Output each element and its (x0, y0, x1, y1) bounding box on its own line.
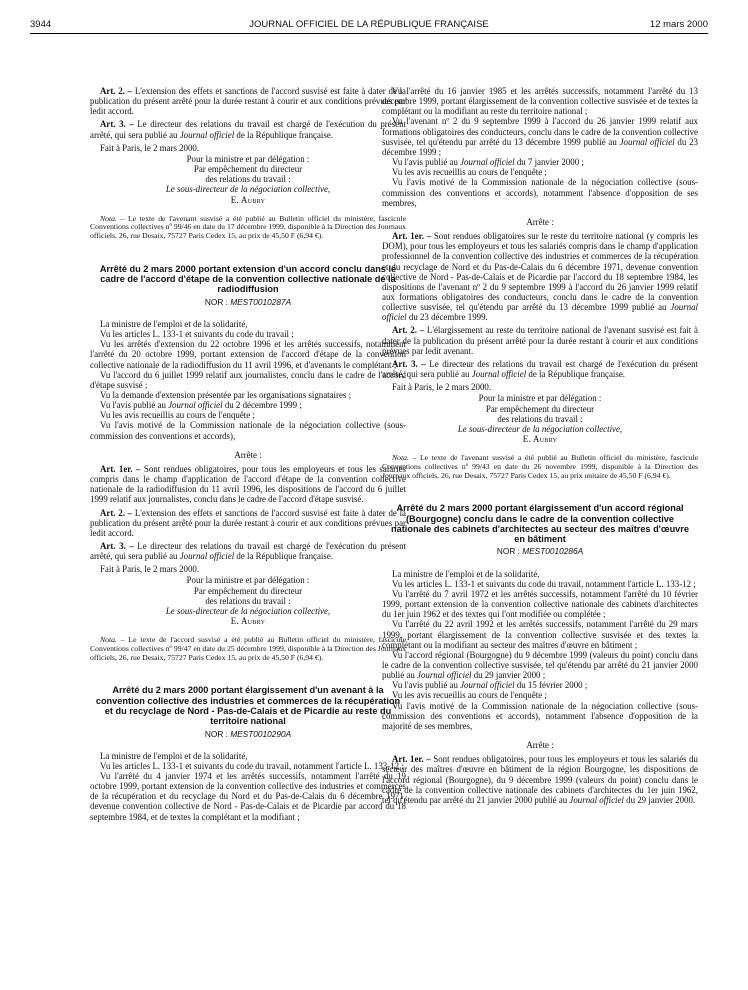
arrete-heading: Arrête : (234, 449, 262, 460)
nor-reference: NOR : MEST0010287A (204, 296, 292, 307)
nota-note: Nota. – Le texte de l'avenant susvisé a été publié au Bulletin officiel du ministère, fascicule Conventions collectives nº 99/43 en date du 26 novembre 1999, disponible à la Direction des Journaux officiels, 26, rue Desaix, 75727 Paris Cedex 15, au prix unitaire de 45,50 F (6,94 €). (382, 453, 698, 480)
page-number: 3944 (30, 19, 52, 30)
paragraph: Vu l'avis motivé de la Commission nationale de la négociation collective (sous-commission des conventions et accords), notamment l'absence d'opposition de ses membres, (382, 177, 698, 208)
right-column (382, 86, 698, 805)
nota-note: Nota. – Le texte de l'avenant susvisé a été publié au Bulletin officiel du ministère, fascicule Conventions collectives nº 99/46 en date du 17 décembre 1999, disponible à la Direction des Journaux officiels, 26, rue Desaix, 75727 Paris Cedex 15, au prix de 45,50 F (6,94 €). (90, 213, 406, 241)
paragraph: Vu l'accord régional (Bourgogne) du 9 décembre 1999 (valeurs du point) conclu dans le cadre de la convention collective susvisée, tel qu'étendu par arrêté du 21 janvier 2000 publié au Journal officiel du 29 janvier 2000 ; (382, 649, 698, 681)
article-2: Art. 2. – L'extension des effets et sanctions de l'accord susvisé est faite à dater de la publication du présent arrêté pour la durée restant à courir et aux conditions prévues par ledit accord. (90, 86, 406, 117)
decree-title: Arrêté du 2 mars 2000 portant extension d'un accord conclu dans le cadre de l'accord d'étape de la convention collective nationale de la radiodiffusion (99, 263, 397, 295)
fait-a-paris: Fait à Paris, le 2 mars 2000. (392, 382, 492, 393)
paragraph: Vu l'arrêté du 22 avril 1992 et les arrêtés successifs, notamment l'arrêté du 29 mars 1999, portant élargissement de la convention collective susvisée et des textes la complétant ou la modifiant au secteur des maîtres d'œuvre en bâtiment ; (382, 619, 698, 650)
decree-title: Arrêté du 2 mars 2000 portant élargissement d'un accord régional (Bourgogne) conclu dans le cadre de la convention collective nationale des cabinets d'architectes au secteur des maîtres d'œuvre en bâtiment (391, 503, 689, 545)
paragraph: Vu les avis recueillis au cours de l'enquête ; (392, 690, 547, 701)
paragraph: Vu l'accord du 6 juillet 1999 relatif aux journalistes, conclu dans le cadre de l'accord d'étape susvisé ; (90, 369, 406, 390)
paragraph: La ministre de l'emploi et de la solidarité, (100, 750, 248, 761)
article-3: Art. 3. – Le directeur des relations du travail est chargé de l'exécution du présent arrêté, qui sera publié au Journal officiel de la République française. (90, 541, 406, 562)
paragraph: Vu l'avis motivé de la Commission nationale de la négociation collective (sous-commission des conventions et accords), (90, 420, 406, 441)
article-3: Art. 3. – Le directeur des relations du travail est chargé de l'exécution du présent arrêté, qui sera publié au Journal officiel de la République française. (382, 358, 698, 380)
article-3: Art. 3. – Le directeur des relations du travail est chargé de l'exécution du présent arrêté, qui sera publié au Journal officiel de la République française. (90, 119, 406, 140)
decree-title: Arrêté du 2 mars 2000 portant élargissement d'un avenant à la convention collective des industries et commerces de la récupération et du recyclage de Nord - Pas-de-Calais et de Picardie au reste du territoire national (95, 685, 401, 727)
article-2: Art. 2. – L'élargissement au reste du territoire national de l'avenant susvisé est fait à dater de la publication du présent arrêté pour la durée restant à courir et aux conditions prévues par ledit avenant. (382, 325, 698, 356)
paragraph: Vu l'avis motivé de la Commission nationale de la négociation collective (sous-commission des conventions et accords), notamment l'absence d'opposition de la majorité de ses membres, (382, 700, 698, 731)
paragraph: Vu l'avis publié au Journal officiel du 7 janvier 2000 ; (392, 157, 584, 168)
signature-block: Pour la ministre et par délégation : Par empêchement du directeur des relations du travail : Le sous-directeur de la négociation collective, E. Aubry (457, 393, 623, 444)
article-1: Art. 1er. – Sont rendues obligatoires, pour tous les employeurs et tous les salariés du secteur des maîtres d'œuvre en bâtiment de la région Bourgogne, les dispositions de l'accord régional (Bourgogne), du 9 décembre 1999 (valeurs du point) conclu dans le cadre de la convention collective nationale des cabinets d'architectes du 1er juin 1962, tel qu'étendu par arrêté du 21 janvier 2000 publié au Journal officiel du 29 janvier 2000. (382, 754, 698, 805)
article-1: Art. 1er. – Sont rendues obligatoires sur le reste du territoire national (y compris les DOM), pour tous les employeurs et tous les salariés compris dans le champ d'application professionnel de la convention collective des industries et commerces de la récupération et du recyclage de Nord et du Pas-de-Calais du 6 décembre 1971, devenue convention collective de Nord - Pas-de-Calais et de Picardie par l'accord du 18 septembre 1984, les dispositions de l'avenant nº 2 du 9 septembre 1999 à l'accord du 26 janvier 1999 relatif aux formations obligatoires des conducteurs, conclu dans le cadre de la convention collective susvisée, tel qu'étendu par arrêté du 13 décembre 1999 publié au Journal officiel du 23 décembre 1999. (382, 231, 698, 323)
paragraph: Vu les arrêtés d'extension du 22 octobre 1996 et les arrêtés successifs, notamment l'arrêté du 20 octobre 1999, portant extension de l'accord d'étape de la convention collective nationale de la radiodiffusion du 11 avril 1996, et d'avenants le complétant ; (90, 339, 406, 370)
issue-date: 12 mars 2000 (649, 19, 708, 30)
paragraph: Vu l'avis publié au Journal officiel du 15 février 2000 ; (392, 680, 588, 691)
paragraph: Vu l'avis publié au Journal officiel du 2 décembre 1999 ; (100, 400, 302, 411)
article-1: Art. 1er. – Sont rendues obligatoires, pour tous les employeurs et tous les salariés compris dans le champ d'application de l'accord d'étape de la convention collective nationale de la radiodiffusion du 11 avril 1996, les dispositions de l'accord du 6 juillet 1999 relatif aux journalistes, conclu dans le cadre de l'accord d'étape susvisé. (90, 463, 406, 505)
paragraph: Vu les articles L. 133-1 et suivants du code du travail, notamment l'article L. 133-12 ; (100, 760, 404, 771)
paragraph: Vu l'avenant nº 2 du 9 septembre 1999 à l'accord du 26 janvier 1999 relatif aux formations obligatoires des conducteurs, conclu dans le cadre de la convention collective susvisée, tel qu'étendu par arrêté du 13 décembre 1999 publié au Journal officiel du 23 décembre 1999 ; (382, 116, 698, 157)
paragraph: Vu la demande d'extension présentée par les organisations signataires ; (100, 389, 352, 400)
page-header (30, 19, 708, 34)
fait-a-paris: Fait à Paris, le 2 mars 2000. (100, 142, 200, 153)
paragraph: La ministre de l'emploi et de la solidarité, (392, 568, 540, 579)
paragraph: Vu les avis recueillis au cours de l'enquête ; (392, 167, 547, 178)
paragraph: La ministre de l'emploi et de la solidarité, (100, 318, 248, 329)
nor-reference: NOR : MEST0010286A (496, 546, 584, 557)
left-column (90, 86, 406, 822)
paragraph: Vu l'arrêté du 16 janvier 1985 et les arrêtés successifs, notamment l'arrêté du 13 décembre 1999, portant élargissement de la convention collective susvisée et de textes la complétant ou la modifiant au reste du territoire national ; (382, 86, 698, 117)
paragraph: Vu l'arrêté du 7 avril 1972 et les arrêtés successifs, notamment l'arrêté du 10 février 1999, portant extension de la convention collective nationale des cabinets d'architectes du 1er juin 1962 et des textes qui l'ont modifiée ou complétée ; (382, 588, 698, 620)
nor-reference: NOR : MEST0010290A (204, 728, 292, 739)
nota-note: Nota. – Le texte de l'accord susvisé a été publié au Bulletin officiel du ministère, fascicule Conventions collectives nº 99/47 en date du 25 décembre 1999, disponible à la Direction des Journaux officiels, 26, rue Desaix, 75727 Paris Cedex 15, au prix de 45,50 F (6,94 €). (90, 635, 406, 662)
signature-block: Pour la ministre et par délégation : Par empêchement du directeur des relations du travail : Le sous-directeur de la négociation collective, E. Aubry (165, 153, 331, 205)
journal-title: JOURNAL OFFICIEL DE LA RÉPUBLIQUE FRANÇAISE (249, 19, 489, 30)
paragraph: Vu les avis recueillis au cours de l'enquête ; (100, 410, 255, 421)
paragraph: Vu les articles L. 133-1 et suivants du code du travail, notamment l'article L. 133-12 ; (392, 578, 696, 589)
signature-block: Pour la ministre et par délégation : Par empêchement du directeur des relations du travail : Le sous-directeur de la négociation collective, E. Aubry (165, 575, 331, 627)
arrete-heading: Arrête : (526, 216, 554, 227)
article-2: Art. 2. – L'extension des effets et sanctions de l'accord susvisé est faite à dater de la publication du présent arrêté pour la durée restant à courir et aux conditions prévues par ledit accord. (90, 507, 406, 538)
fait-a-paris: Fait à Paris, le 2 mars 2000. (100, 564, 200, 575)
paragraph: Vu l'arrêté du 4 janvier 1974 et les arrêtés successifs, notamment l'arrêté du 19 octobre 1999, portant extension de la convention collective des industries et commerces de la récupération et du recyclage du Nord et du Pas-de-Calais du 6 décembre 1971, devenue convention collective de Nord - Pas-de-Calais et de Picardie par accord du 18 septembre 1984, et de textes la complétant et la modifiant ; (90, 771, 406, 822)
arrete-heading: Arrête : (526, 740, 554, 751)
paragraph: Vu les articles L. 133-1 et suivants du code du travail ; (100, 329, 294, 340)
